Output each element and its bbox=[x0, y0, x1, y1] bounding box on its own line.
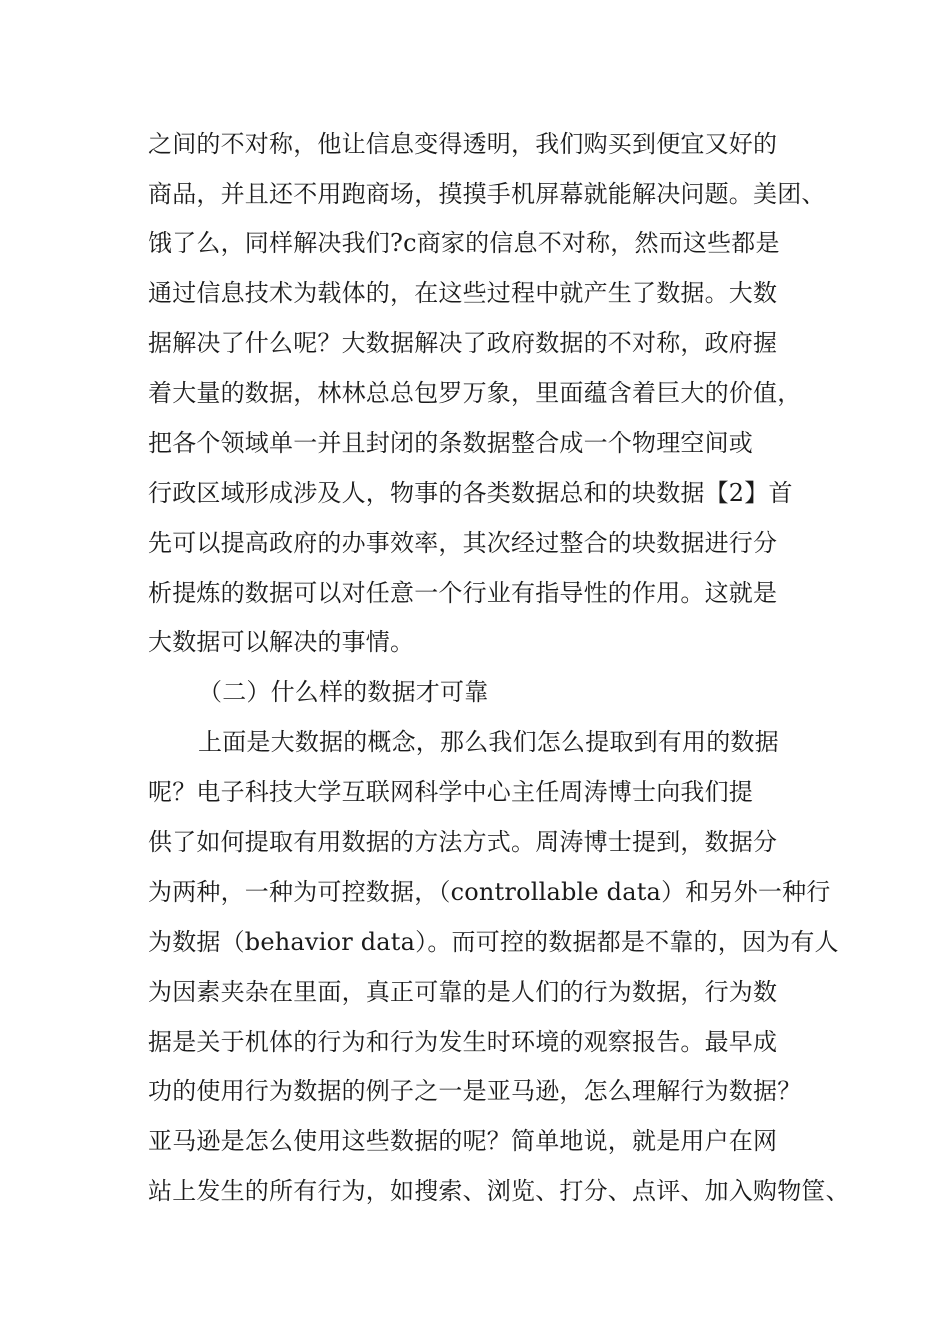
paragraph-line: 亚马逊是怎么使用这些数据的呢？简单地说，就是用户在网 bbox=[148, 1127, 778, 1155]
paragraph-line: 为因素夹杂在里面，真正可靠的是人们的行为数据，行为数 bbox=[148, 978, 778, 1006]
paragraph-line: 据解决了什么呢？大数据解决了政府数据的不对称，政府握 bbox=[148, 329, 778, 357]
paragraph-line: 为两种，一种为可控数据，（controllable data）和另外一种行 bbox=[148, 878, 831, 906]
paragraph-line: 行政区域形成涉及人，物事的各类数据总和的块数据【2】首 bbox=[148, 479, 793, 507]
paragraph-line: 之间的不对称，他让信息变得透明，我们购买到便宜又好的 bbox=[148, 130, 778, 158]
paragraph-line: 先可以提高政府的办事效率，其次经过整合的块数据进行分 bbox=[148, 529, 778, 557]
paragraph-line: 呢？电子科技大学互联网科学中心主任周涛博士向我们提 bbox=[148, 778, 753, 806]
paragraph-line: 饿了么，同样解决我们?c商家的信息不对称，然而这些都是 bbox=[148, 229, 780, 257]
paragraph-line: 把各个领域单一并且封闭的条数据整合成一个物理空间或 bbox=[148, 429, 753, 457]
section-heading: （二）什么样的数据才可靠 bbox=[198, 678, 489, 706]
paragraph-line: 通过信息技术为载体的，在这些过程中就产生了数据。大数 bbox=[148, 279, 778, 307]
paragraph-line: 站上发生的所有行为，如搜索、浏览、打分、点评、加入购物筐、 bbox=[148, 1177, 850, 1205]
paragraph-line: 据是关于机体的行为和行为发生时环境的观察报告。最早成 bbox=[148, 1028, 778, 1056]
paragraph-line: 功的使用行为数据的例子之一是亚马逊，怎么理解行为数据？ bbox=[148, 1077, 802, 1105]
paragraph-line: 供了如何提取有用数据的方法方式。周涛博士提到，数据分 bbox=[148, 828, 778, 856]
paragraph-line: 商品，并且还不用跑商场，摸摸手机屏幕就能解决问题。美团、 bbox=[148, 180, 826, 208]
paragraph-line: 为数据（behavior data）。而可控的数据都是不靠的，因为有人 bbox=[148, 928, 839, 956]
paragraph-line: 上面是大数据的概念，那么我们怎么提取到有用的数据 bbox=[198, 728, 779, 756]
paragraph-line: 析提炼的数据可以对任意一个行业有指导性的作用。这就是 bbox=[148, 579, 778, 607]
paragraph-line: 着大量的数据，林林总总包罗万象，里面蕴含着巨大的价值， bbox=[148, 379, 802, 407]
paragraph-line: 大数据可以解决的事情。 bbox=[148, 628, 415, 656]
